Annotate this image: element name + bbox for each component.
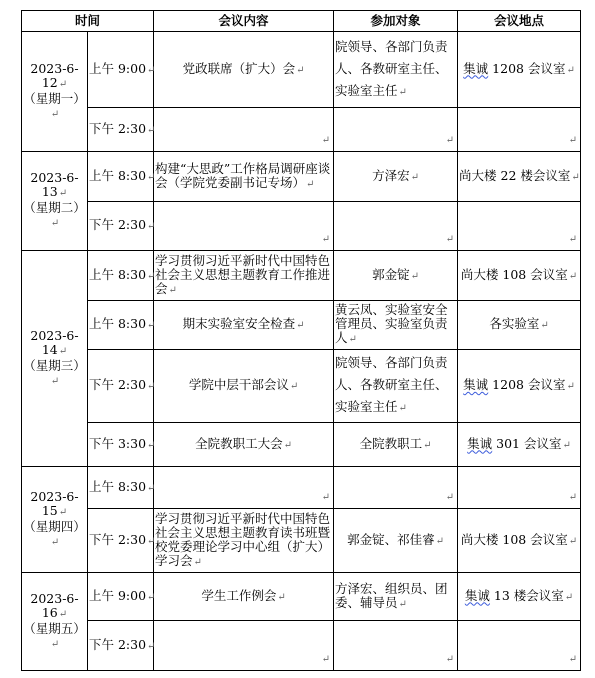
paragraph-mark: ↵: [58, 188, 68, 199]
date-text: 2023-6-16: [30, 590, 79, 620]
participants-cell: [334, 423, 458, 467]
paragraph-mark: ↵: [306, 178, 315, 190]
participants-cell: [334, 467, 458, 509]
location-room: 尚大楼 22 楼会议室: [459, 167, 571, 183]
paragraph-mark: ↵: [321, 492, 331, 503]
time-text: 上午 8:30: [89, 266, 147, 282]
date-cell: [22, 32, 88, 152]
time-text: 下午 2:30: [89, 217, 147, 232]
location-room: 1208 会议室: [488, 60, 566, 76]
content-cell: [154, 467, 334, 509]
schedule-row: [22, 301, 581, 350]
paragraph-mark: ↵: [423, 439, 432, 451]
paragraph-mark: ↵: [398, 403, 407, 414]
participant-line: 全院教职工: [359, 435, 423, 451]
paragraph-mark: ↵: [147, 320, 156, 331]
time-cell: [88, 202, 154, 251]
schedule-row: [22, 509, 581, 573]
schedule-row: [22, 152, 581, 202]
paragraph-mark: ↵: [50, 536, 60, 548]
meeting-title: 全院教职工大会: [195, 435, 283, 451]
weekday-text: （星期三）: [23, 357, 86, 373]
participants-cell: [334, 202, 458, 251]
paragraph-mark: ↵: [566, 64, 575, 76]
paragraph-mark: ↵: [568, 270, 578, 282]
participants-cell: [334, 251, 458, 301]
paragraph-mark: ↵: [568, 492, 578, 503]
participants-cell: [334, 621, 458, 671]
location-cell: [458, 423, 581, 467]
location-room: 301 会议室: [492, 435, 562, 451]
meeting-title: 学院中层干部会议: [188, 377, 289, 392]
weekday-text: （星期四）: [23, 518, 86, 534]
paragraph-mark: ↵: [283, 439, 292, 451]
location-cell: [458, 509, 581, 573]
paragraph-mark: ↵: [571, 171, 580, 183]
paragraph-mark: ↵: [147, 640, 156, 652]
date-text: 2023-6-15: [30, 488, 79, 518]
paragraph-mark: ↵: [445, 654, 455, 665]
time-text: 下午 3:30: [89, 435, 147, 451]
participant-line: 郭金锭、祁佳睿: [347, 531, 435, 547]
time-cell: [88, 509, 154, 573]
paragraph-mark: ↵: [568, 535, 578, 547]
time-cell: [88, 251, 154, 301]
paragraph-mark: ↵: [193, 556, 202, 568]
time-text: 上午 8:30: [89, 478, 147, 494]
meeting-title: 学生工作例会: [201, 587, 277, 603]
meeting-title: 学习贯彻习近平新时代中国特色社会主义思想主题教育读书班暨校党委理论学习中心组（扩大）学习会: [155, 510, 331, 568]
weekday-text: （星期五）: [23, 620, 86, 636]
paragraph-mark: ↵: [147, 535, 156, 547]
meeting-schedule-table: [21, 10, 581, 671]
participants-cell: [334, 350, 458, 423]
location-room: 13 楼会议室: [489, 587, 564, 603]
meeting-title: 构建“大思政”工作格局调研座谈会（学院党委副书记专场）: [155, 160, 331, 190]
location-cell: [458, 32, 581, 108]
paragraph-mark: ↵: [321, 135, 331, 146]
participant-line: 人、各教研室主任、: [335, 377, 448, 392]
paragraph-mark: ↵: [50, 375, 60, 387]
meeting-title: 党政联席（扩大）会: [182, 60, 296, 76]
time-cell: [88, 350, 154, 423]
content-cell: [154, 573, 334, 621]
paragraph-mark: ↵: [568, 135, 578, 146]
date-text: 2023-6-14: [30, 327, 79, 357]
time-text: 上午 8:30: [89, 167, 147, 183]
participant-line: 院领导、各部门负责: [335, 38, 448, 54]
paragraph-mark: ↵: [58, 608, 68, 620]
time-cell: [88, 108, 154, 152]
time-text: 上午 9:00: [89, 587, 147, 603]
participants-cell: [334, 32, 458, 108]
schedule-row: [22, 467, 581, 509]
participants-cell: [334, 108, 458, 152]
paragraph-mark: ↵: [435, 535, 444, 547]
paragraph-mark: ↵: [147, 270, 156, 282]
participant-line: 实验室主任: [335, 82, 398, 98]
paragraph-mark: ↵: [147, 124, 156, 136]
participant-line: 实验室主任: [335, 399, 398, 414]
content-cell: [154, 423, 334, 467]
content-cell: [154, 350, 334, 423]
location-cell: [458, 152, 581, 202]
weekday-text: （星期一）: [23, 90, 86, 106]
paragraph-mark: ↵: [566, 381, 575, 392]
time-cell: [88, 467, 154, 509]
paragraph-mark: ↵: [296, 320, 305, 331]
content-cell: [154, 108, 334, 152]
schedule-row: [22, 423, 581, 467]
paragraph-mark: ↵: [568, 654, 578, 665]
location-cell: [458, 108, 581, 152]
schedule-row: [22, 32, 581, 108]
time-cell: [88, 621, 154, 671]
schedule-row: [22, 251, 581, 301]
participant-line: 委、辅导员: [335, 594, 398, 610]
paragraph-mark: ↵: [168, 284, 177, 296]
location-room: 各实验室: [489, 316, 540, 331]
date-cell: [22, 251, 88, 467]
time-text: 下午 2:30: [89, 120, 147, 136]
paragraph-mark: ↵: [321, 654, 331, 665]
participant-line: 郭金锭: [372, 266, 410, 282]
location-building: 集诚: [467, 435, 493, 451]
time-cell: [88, 152, 154, 202]
paragraph-mark: ↵: [58, 78, 68, 90]
participant-line: 人、各教研室主任、: [335, 60, 448, 76]
content-cell: [154, 301, 334, 350]
participants-cell: [334, 573, 458, 621]
paragraph-mark: ↵: [147, 171, 156, 183]
paragraph-mark: ↵: [50, 218, 60, 229]
content-cell: [154, 621, 334, 671]
participant-line: 管理员、实验室负责: [335, 316, 448, 331]
schedule-row: [22, 621, 581, 671]
paragraph-mark: ↵: [147, 381, 156, 392]
paragraph-mark: ↵: [296, 64, 305, 76]
location-cell: [458, 202, 581, 251]
location-building: 集诚: [464, 587, 490, 603]
location-cell: [458, 301, 581, 350]
schedule-row: [22, 350, 581, 423]
date-cell: [22, 573, 88, 671]
meeting-title: 学习贯彻习近平新时代中国特色社会主义思想主题教育工作推进会: [155, 252, 331, 296]
participant-line: 院领导、各部门负责: [335, 355, 448, 370]
meeting-title: 期末实验室安全检查: [182, 316, 296, 331]
time-text: 下午 2:30: [89, 636, 147, 652]
schedule-row: [22, 108, 581, 152]
date-text: 2023-6-13: [30, 170, 79, 199]
participants-cell: [334, 509, 458, 573]
participant-line: 方泽宏: [372, 167, 410, 183]
weekday-text: （星期二）: [23, 200, 86, 215]
paragraph-mark: ↵: [289, 381, 299, 392]
paragraph-mark: ↵: [410, 270, 419, 282]
paragraph-mark: ↵: [445, 492, 455, 503]
content-cell: [154, 509, 334, 573]
participant-line: 人: [335, 330, 348, 345]
participant-line: 黄云凤、实验室安全: [335, 302, 448, 317]
time-text: 下午 2:30: [89, 377, 147, 392]
content-cell: [154, 251, 334, 301]
paragraph-mark: ↵: [445, 234, 455, 245]
time-cell: [88, 423, 154, 467]
schedule-body: [22, 32, 581, 671]
schedule-row: [22, 202, 581, 251]
content-cell: [154, 152, 334, 202]
location-room: 1208 会议室: [488, 377, 566, 392]
paragraph-mark: ↵: [540, 320, 549, 331]
location-cell: [458, 350, 581, 423]
schedule-row: [22, 573, 581, 621]
header-content: 会议内容: [154, 11, 334, 32]
location-cell: [458, 573, 581, 621]
paragraph-mark: ↵: [277, 591, 286, 603]
paragraph-mark: ↵: [562, 439, 571, 451]
location-cell: [458, 251, 581, 301]
time-text: 下午 2:30: [89, 531, 147, 547]
paragraph-mark: ↵: [564, 591, 574, 603]
paragraph-mark: ↵: [568, 234, 578, 245]
participants-cell: [334, 152, 458, 202]
paragraph-mark: ↵: [398, 598, 407, 610]
paragraph-mark: ↵: [147, 439, 156, 451]
date-text: 2023-6-12: [30, 60, 79, 90]
participants-cell: [334, 301, 458, 350]
time-cell: [88, 301, 154, 350]
paragraph-mark: ↵: [321, 234, 331, 245]
paragraph-mark: ↵: [50, 108, 60, 120]
time-cell: [88, 32, 154, 108]
paragraph-mark: ↵: [410, 171, 419, 183]
header-row: [22, 11, 581, 32]
date-cell: [22, 467, 88, 573]
location-room: 尚大楼 108 会议室: [460, 531, 568, 547]
paragraph-mark: ↵: [58, 506, 68, 518]
header-time: 时间: [22, 11, 154, 32]
paragraph-mark: ↵: [147, 591, 156, 603]
paragraph-mark: ↵: [147, 221, 156, 232]
location-cell: [458, 621, 581, 671]
content-cell: [154, 202, 334, 251]
header-location: 会议地点: [458, 11, 581, 32]
paragraph-mark: ↵: [147, 482, 156, 494]
time-cell: [88, 573, 154, 621]
paragraph-mark: ↵: [58, 345, 68, 357]
header-participants: 参加对象: [334, 11, 458, 32]
time-text: 上午 9:00: [89, 60, 147, 76]
content-cell: [154, 32, 334, 108]
location-building: 集诚: [463, 377, 489, 392]
participant-line: 方泽宏、组织员、团: [335, 580, 448, 596]
paragraph-mark: ↵: [50, 638, 60, 650]
location-room: 尚大楼 108 会议室: [460, 266, 568, 282]
time-text: 上午 8:30: [89, 316, 147, 331]
location-cell: [458, 467, 581, 509]
paragraph-mark: ↵: [147, 64, 156, 76]
location-building: 集诚: [463, 60, 489, 76]
paragraph-mark: ↵: [445, 135, 455, 146]
paragraph-mark: ↵: [398, 86, 407, 98]
date-cell: [22, 152, 88, 251]
paragraph-mark: ↵: [348, 334, 357, 345]
